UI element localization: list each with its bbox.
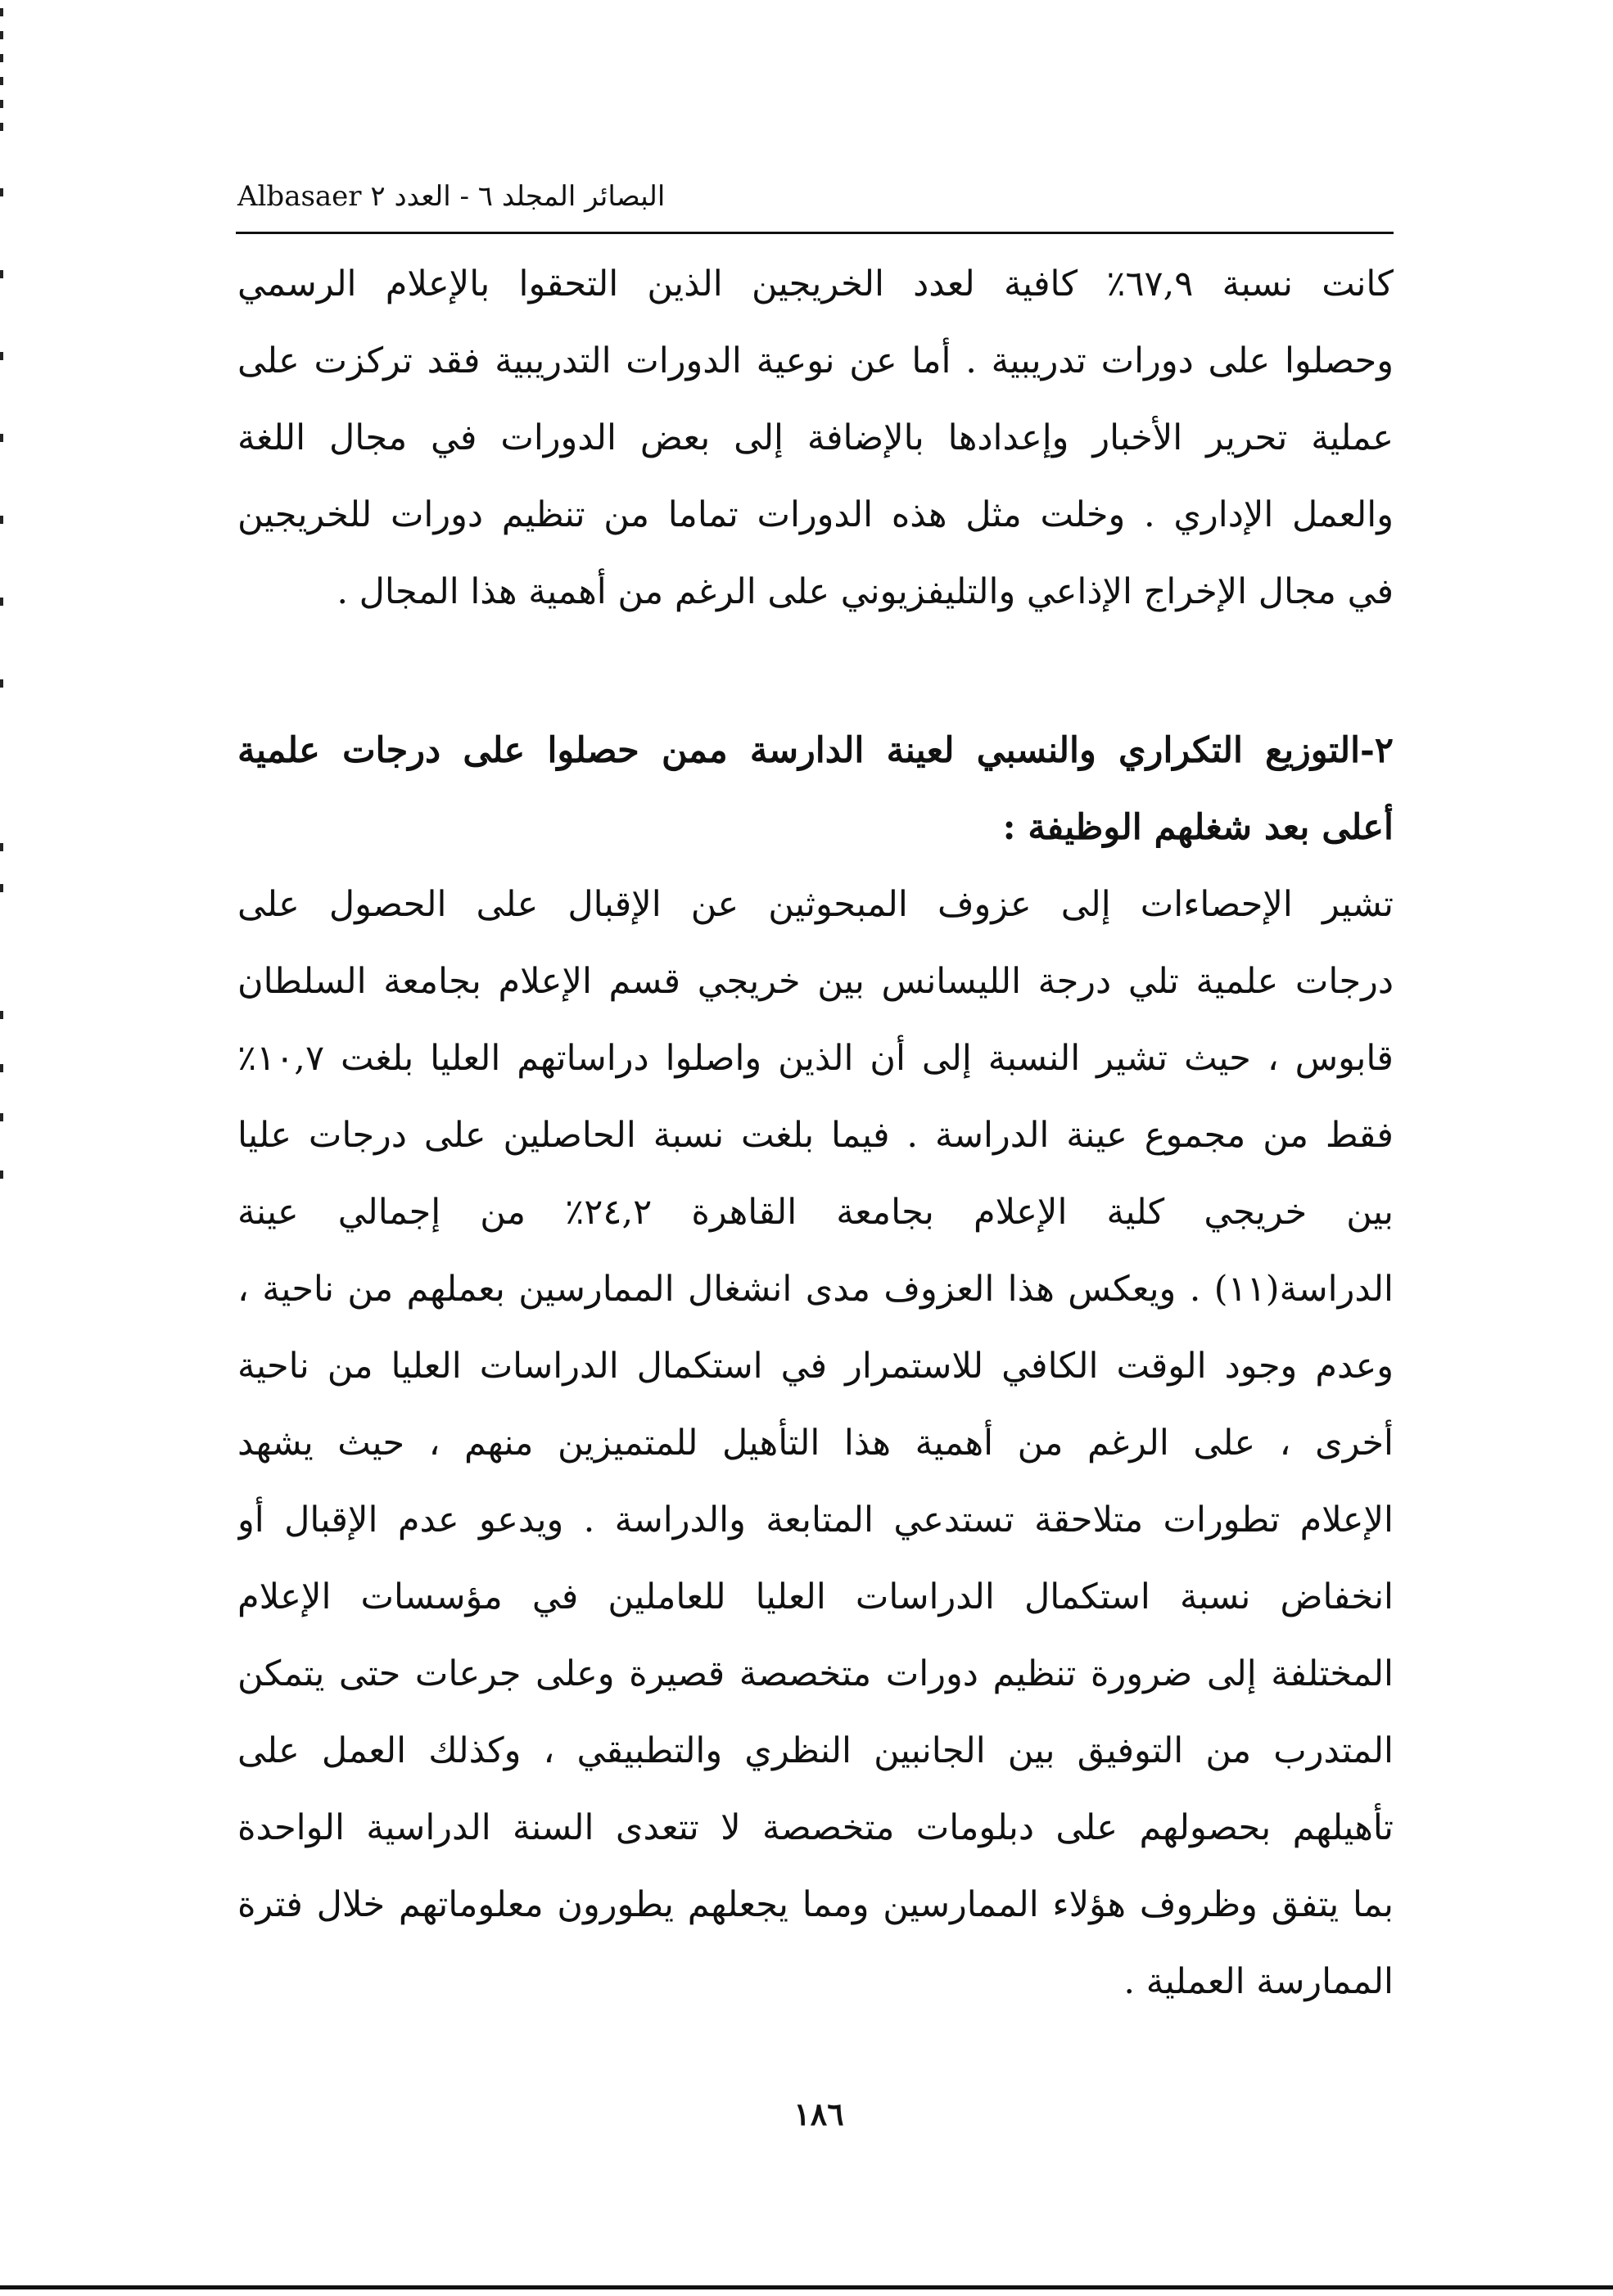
paragraph-1-line: في مجال الإخراج الإذاعي والتليفزيوني على الرغم من أهمية هذا المجال .: [337, 571, 1394, 612]
paragraph-2: [237, 866, 1394, 2020]
header-rule: [236, 232, 1394, 234]
paragraph-2-line: تشير الإحصاءات إلى عزوف المبحوثين عن الإقبال على الحصول على: [237, 884, 1394, 925]
paragraph-2-line: الدراسة(١١) . ويعكس هذا العزوف مدى انشغال الممارسين بعملهم من ناحية ،: [237, 1269, 1394, 1310]
scan-edge-marks: [0, 0, 11, 2296]
bottom-edge-rule: [0, 2285, 1613, 2289]
paragraph-1: [237, 246, 1394, 630]
paragraph-2-line: المتدرب من التوفيق بين الجانبين النظري والتطبيقي ، وكذلك العمل على: [237, 1730, 1394, 1771]
paragraph-1-line: عملية تحرير الأخبار وإعدادها بالإضافة إلى بعض الدورات في مجال اللغة: [237, 417, 1394, 458]
paragraph-2-line: درجات علمية تلي درجة الليسانس بين خريجي قسم الإعلام بجامعة السلطان: [237, 961, 1394, 1002]
section-heading-line: أعلى بعد شغلهم الوظيفة :: [1002, 807, 1394, 848]
journal-title: Albasaer البصائر المجلد ٦ - العدد ٢: [237, 180, 666, 213]
paragraph-2-line: بين خريجي كلية الإعلام بجامعة القاهرة ٢٤,٢٪ من إجمالي عينة: [237, 1192, 1394, 1233]
section-heading-line: ٢-التوزيع التكراري والنسبي لعينة الدارسة ممن حصلوا على درجات علمية: [237, 730, 1394, 771]
paragraph-2-line: الممارسة العملية .: [1123, 1961, 1394, 2002]
paragraph-2-line: بما يتفق وظروف هؤلاء الممارسين ومما يجعلهم يطورون معلوماتهم خلال فترة: [237, 1884, 1394, 1925]
paragraph-2-line: المختلفة إلى ضرورة تنظيم دورات متخصصة قصيرة وعلى جرعات حتى يتمكن: [237, 1653, 1394, 1694]
paragraph-2-line: فقط من مجموع عينة الدراسة . فيما بلغت نسبة الحاصلين على درجات عليا: [237, 1115, 1394, 1156]
paragraph-1-line: كانت نسبة ٦٧,٩٪ كافية لعدد الخريجين الذين التحقوا بالإعلام الرسمي: [237, 264, 1394, 304]
paragraph-2-line: انخفاض نسبة استكمال الدراسات العليا للعاملين في مؤسسات الإعلام: [237, 1577, 1394, 1617]
paragraph-2-line: تأهيلهم بحصولهم على دبلومات متخصصة لا تتعدى السنة الدراسية الواحدة: [237, 1807, 1394, 1848]
section-heading: [237, 712, 1394, 866]
section-gap: [237, 630, 1394, 712]
paragraph-1-line: والعمل الإداري . وخلت مثل هذه الدورات تماما من تنظيم دورات للخريجين: [237, 494, 1394, 535]
paragraph-2-line: الإعلام تطورات متلاحقة تستدعي المتابعة والدراسة . ويدعو عدم الإقبال أو: [237, 1500, 1394, 1540]
page-number: ١٨٦: [793, 2095, 844, 2132]
paragraph-2-line: أخرى ، على الرغم من أهمية هذا التأهيل للمتميزين منهم ، حيث يشهد: [237, 1423, 1394, 1464]
paragraph-1-line: وحصلوا على دورات تدريبية . أما عن نوعية الدورات التدريبية فقد تركزت على: [237, 341, 1394, 381]
paragraph-2-line: قابوس ، حيث تشير النسبة إلى أن الذين واصلوا دراساتهم العليا بلغت ١٠,٧٪: [237, 1038, 1394, 1079]
running-header: [237, 174, 1394, 223]
paragraph-2-line: وعدم وجود الوقت الكافي للاستمرار في استكمال الدراسات العليا من ناحية: [237, 1346, 1394, 1387]
article-body: [237, 246, 1394, 2020]
